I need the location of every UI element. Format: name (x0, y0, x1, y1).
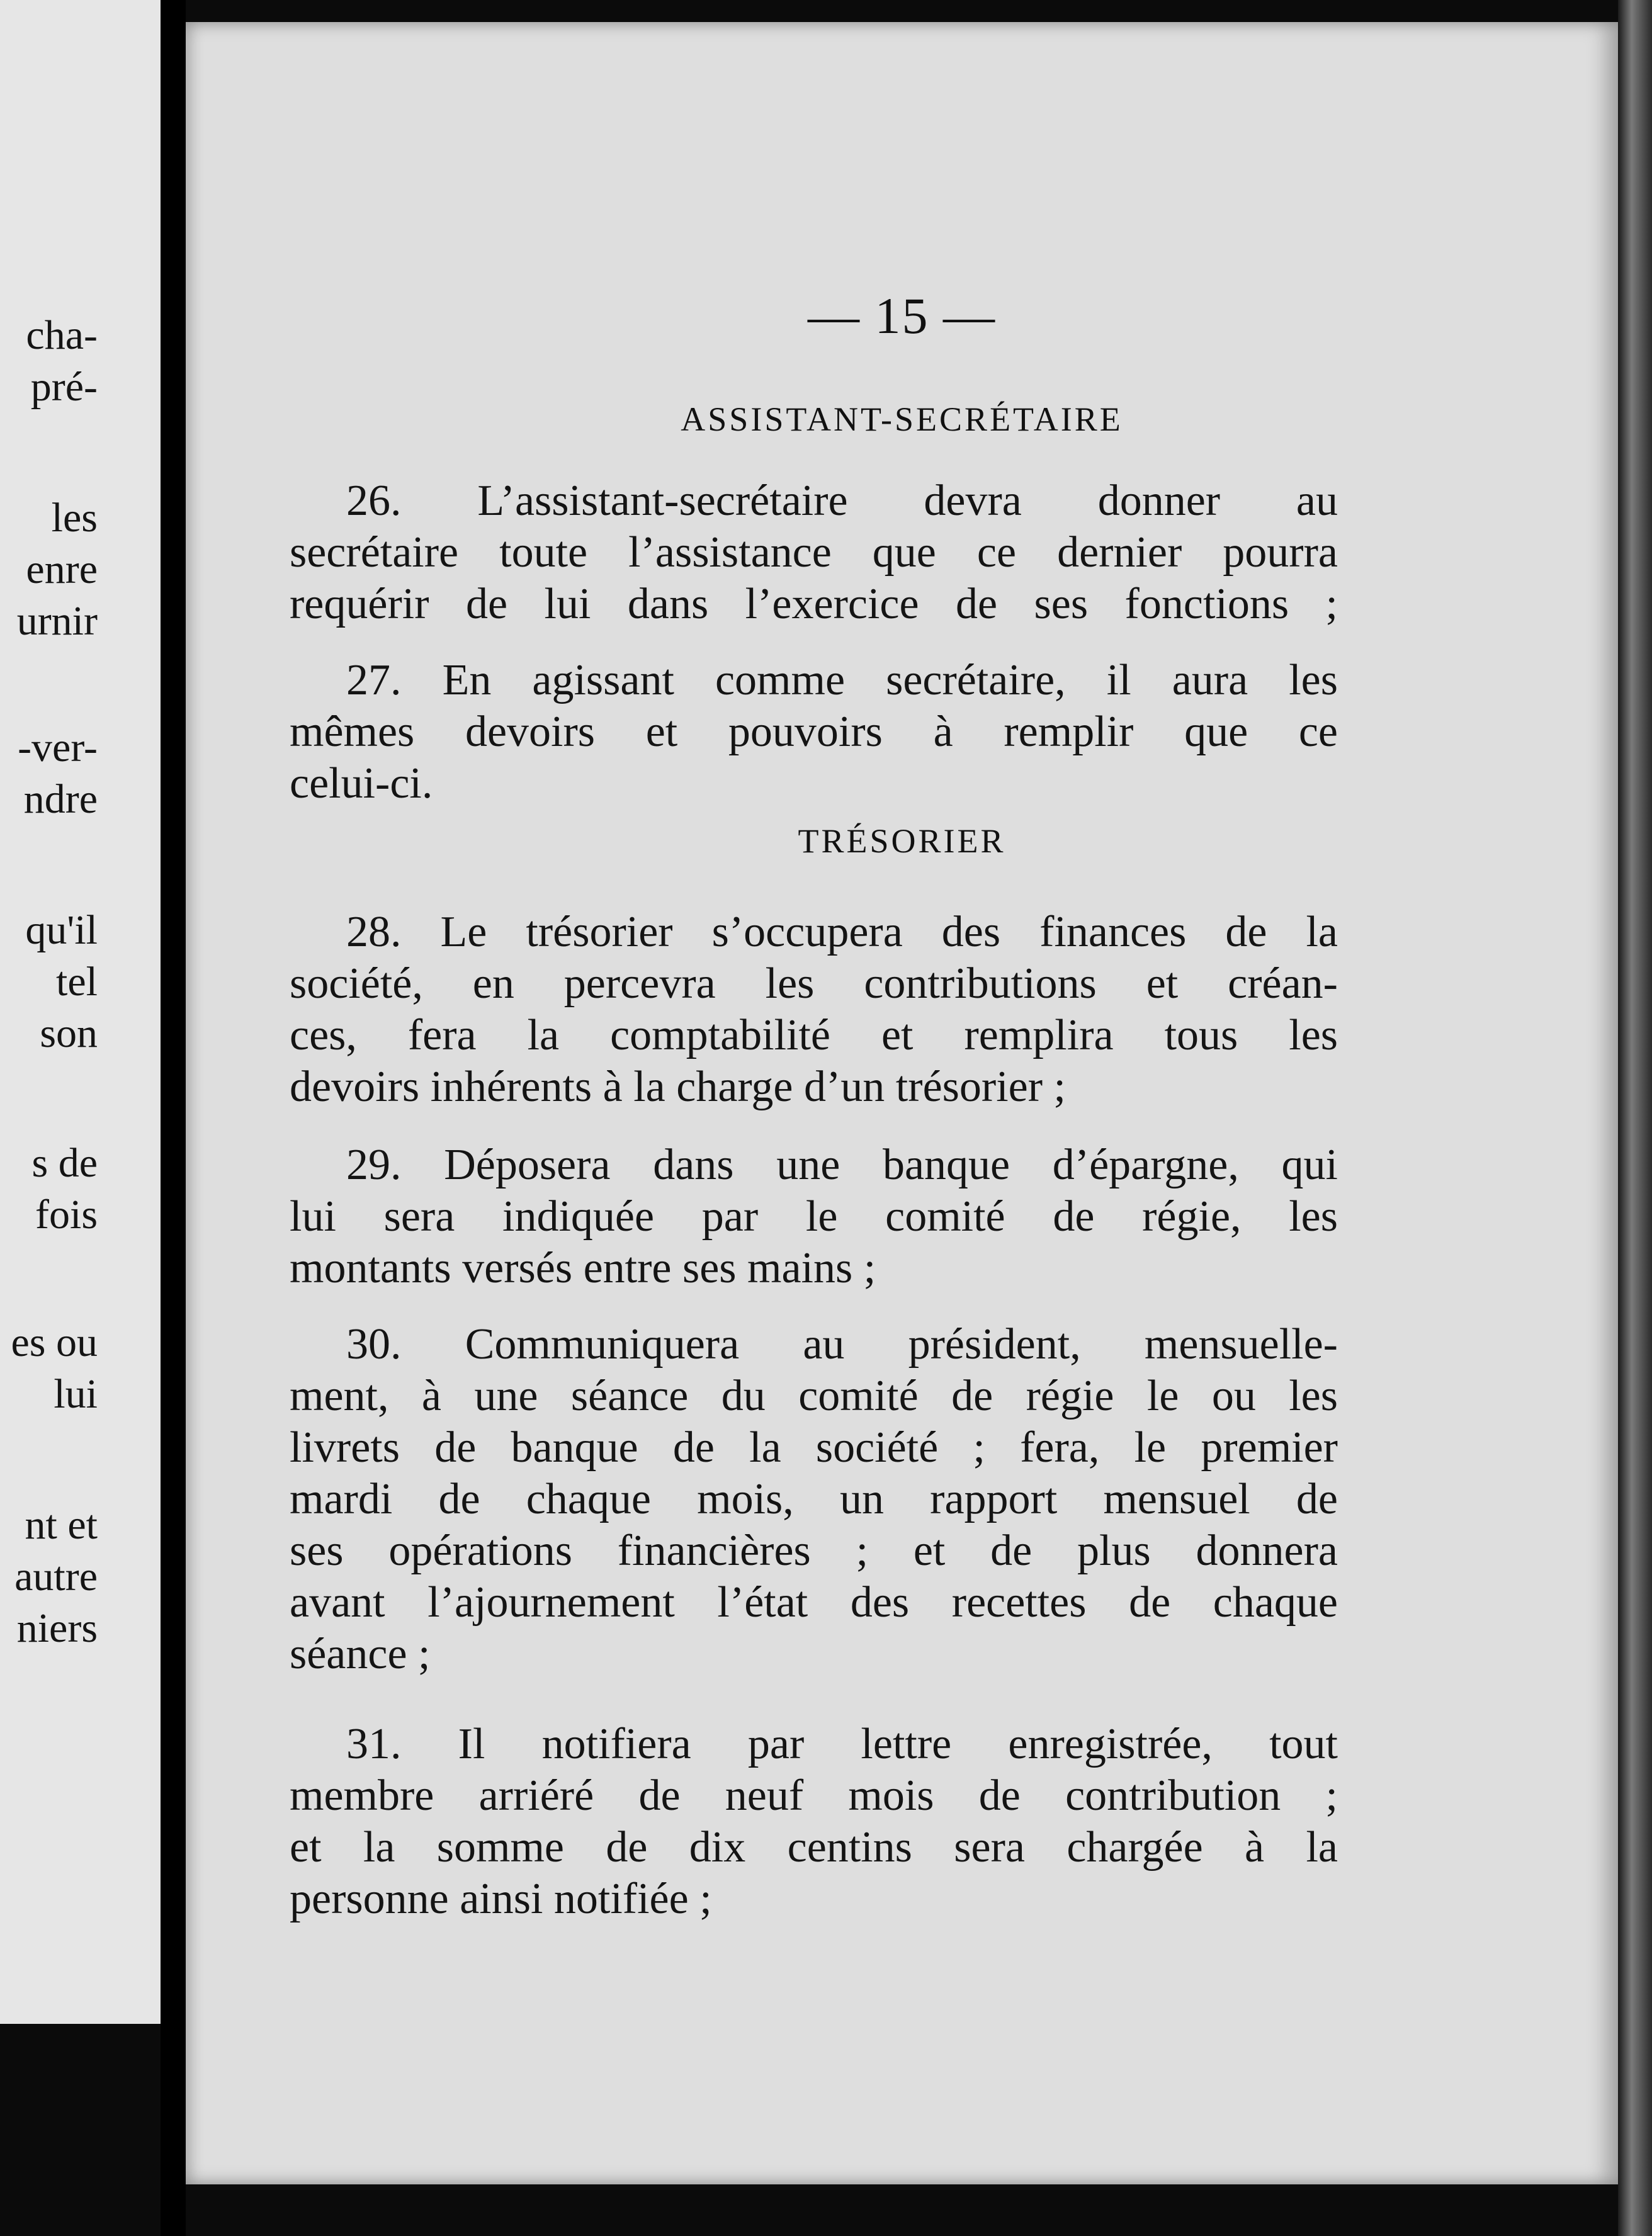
text-line: requérir de lui dans l’exercice de ses fonctions ; (290, 580, 1338, 628)
facing-text-fragment: qu'il (25, 907, 98, 953)
text-line: membre arriéré de neuf mois de contribution ; (290, 1771, 1338, 1820)
text-line: personne ainsi notifiée ; (290, 1875, 712, 1923)
facing-text-fragment: fois (35, 1192, 98, 1238)
article-27 (290, 655, 1338, 810)
text-line: devoirs inhérents à la charge d’un trésorier ; (290, 1063, 1066, 1111)
text-line: 26. L’assistant-secrétaire devra donner au (346, 477, 1338, 525)
page-edge (1618, 0, 1652, 2236)
section-heading-assistant-secretaire: ASSISTANT-SECRÉTAIRE (681, 400, 1123, 438)
facing-text-fragment: les (51, 495, 98, 541)
text-line: société, en percevra les contributions et créan- (290, 959, 1338, 1008)
text-line: 29. Déposera dans une banque d’épargne, qui (346, 1141, 1338, 1189)
facing-text-fragment: -ver- (18, 725, 98, 771)
text-line: avant l’ajournement l’état des recettes de chaque (290, 1578, 1338, 1627)
text-line: ces, fera la comptabilité et remplira tous les (290, 1011, 1338, 1059)
section-heading-tresorier: TRÉSORIER (798, 822, 1006, 860)
text-line: 28. Le trésorier s’occupera des finances de la (346, 908, 1338, 956)
book-gutter (161, 0, 186, 2236)
text-line: ment, à une séance du comité de régie le ou les (290, 1372, 1338, 1420)
facing-text-fragment: s de (31, 1140, 98, 1186)
article-29 (290, 1139, 1338, 1294)
article-31 (290, 1719, 1338, 1925)
text-line: lui sera indiquée par le comité de régie, les (290, 1192, 1338, 1241)
article-28 (290, 906, 1338, 1113)
article-26 (290, 475, 1338, 630)
text-line: mardi de chaque mois, un rapport mensuel de (290, 1475, 1338, 1523)
facing-text-fragment: enre (26, 546, 98, 592)
text-line: secrétaire toute l’assistance que ce dernier pourra (290, 528, 1338, 577)
facing-text-fragment: tel (56, 959, 98, 1005)
article-30 (290, 1319, 1338, 1680)
facing-text-fragment: urnir (16, 598, 98, 644)
text-line: 30. Communiquera au président, mensuelle- (346, 1320, 1338, 1369)
facing-text-fragment: nt et (25, 1502, 98, 1548)
text-line: séance ; (290, 1630, 431, 1678)
text-line: montants versés entre ses mains ; (290, 1244, 876, 1292)
facing-text-fragment: son (40, 1010, 98, 1056)
text-line: 31. Il notifiera par lettre enregistrée, tout (346, 1720, 1338, 1768)
facing-page (0, 0, 164, 2024)
page-number: — 15 — (808, 287, 996, 344)
facing-text-fragment: lui (54, 1371, 98, 1417)
text-line: et la somme de dix centins sera chargée à la (290, 1823, 1338, 1872)
facing-text-fragment: autre (14, 1554, 98, 1600)
book-page (186, 22, 1618, 2184)
facing-text-fragment: ndre (23, 776, 98, 822)
text-line: ses opérations financières ; et de plus donnera (290, 1527, 1338, 1575)
text-line: 27. En agissant comme secrétaire, il aura les (346, 656, 1338, 704)
text-line: celui-ci. (290, 759, 433, 808)
facing-text-fragment: pré- (30, 364, 98, 410)
facing-text-fragment: cha- (26, 312, 98, 358)
facing-text-fragment: niers (16, 1605, 98, 1651)
text-line: livrets de banque de la société ; fera, le premier (290, 1423, 1338, 1472)
text-line: mêmes devoirs et pouvoirs à remplir que ce (290, 708, 1338, 756)
facing-text-fragment: es ou (11, 1319, 98, 1365)
